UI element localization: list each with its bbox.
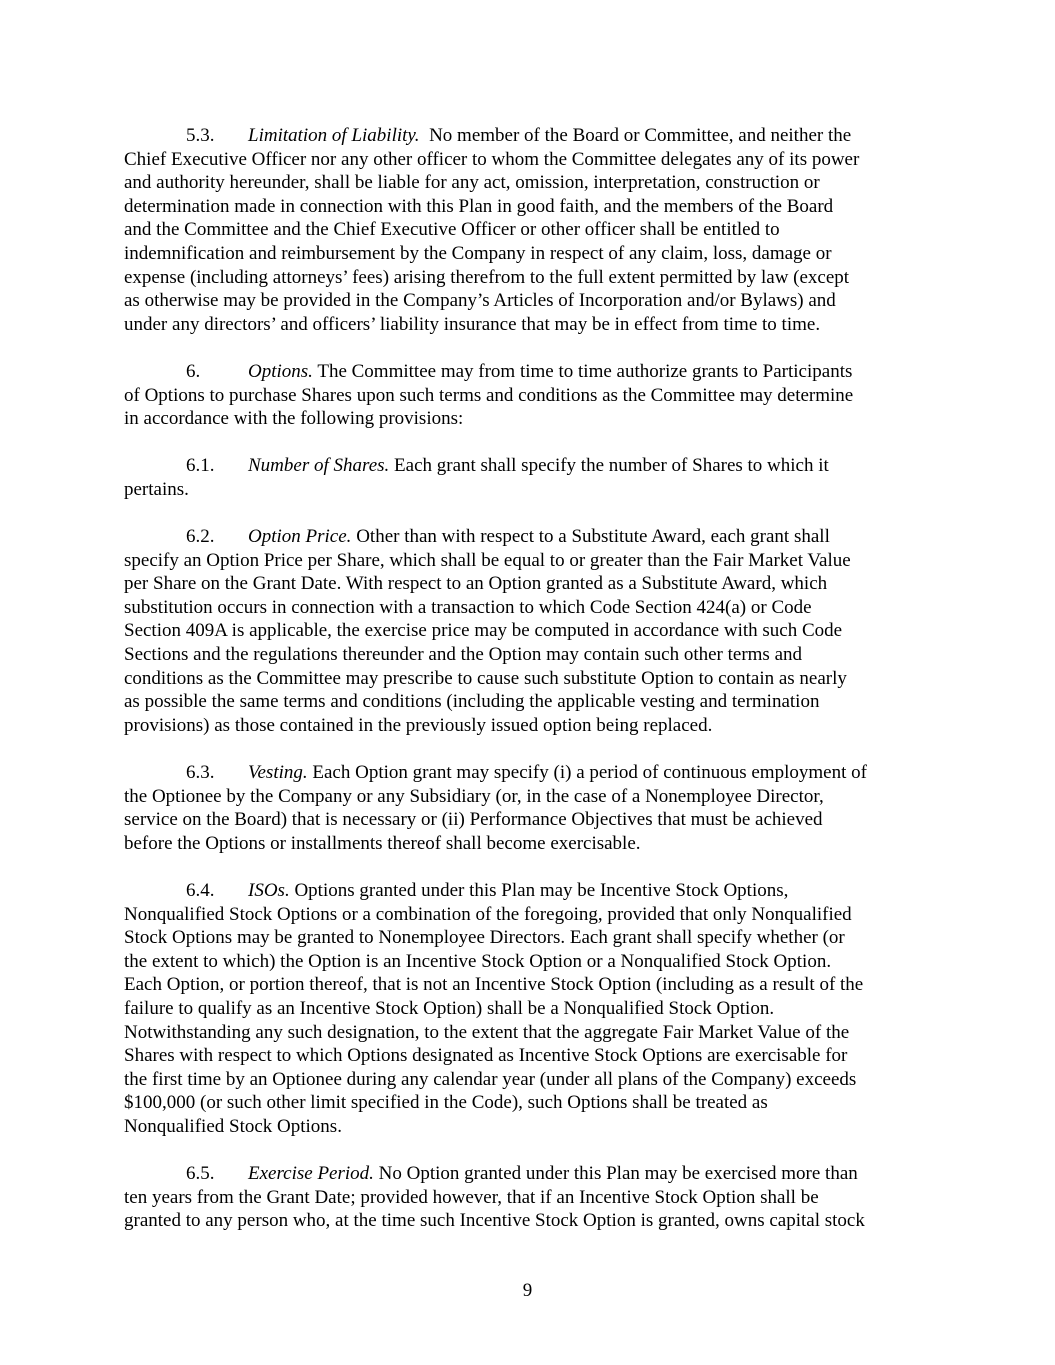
section-line: in accordance with the following provisions: (124, 408, 464, 430)
section-line: Stock Options may be granted to Nonemployee Directors. Each grant shall specify whether (or (124, 927, 845, 949)
section-line: the extent to which) the Option is an Incentive Stock Option or a Nonqualified Stock Option. (124, 950, 832, 972)
section-heading: Exercise Period. (248, 1163, 374, 1185)
section-line: Other than with respect to a Substitute Award, each grant shall (351, 526, 830, 548)
section-line: ten years from the Grant Date; provided however, that if an Incentive Stock Option shall be (124, 1186, 819, 1208)
section-number: 6.3. (186, 762, 215, 784)
section-heading: Limitation of Liability. (248, 125, 420, 146)
section-line: Each grant shall specify the number of Shares to which it (389, 455, 829, 477)
section-line: Nonqualified Stock Options or a combination of the foregoing, provided that only Nonqualified (124, 903, 852, 925)
section-6-4 (124, 879, 944, 1139)
section-line: Options granted under this Plan may be Incentive Stock Options, (289, 880, 789, 901)
section-line: as otherwise may be provided in the Company’s Articles of Incorporation and/or Bylaws) and (124, 290, 836, 312)
section-line: The Committee may from time to time authorize grants to Participants (312, 360, 853, 382)
section-number: 6.5. (186, 1163, 215, 1185)
section-line: No Option granted under this Plan may be exercised more than (373, 1163, 858, 1185)
section-number: 5.3. (186, 125, 215, 146)
section-line: the Optionee by the Company or any Subsidiary (or, in the case of a Nonemployee Director, (124, 785, 824, 807)
section-line: of Options to purchase Shares upon such terms and conditions as the Committee may determine (124, 384, 854, 406)
section-line: Section 409A is applicable, the exercise price may be computed in accordance with such Code (124, 620, 843, 642)
section-line: before the Options or installments thereof shall become exercisable. (124, 832, 641, 854)
section-line: pertains. (124, 478, 189, 500)
section-line: determination made in connection with this Plan in good faith, and the members of the Board (124, 195, 834, 217)
section-heading: Vesting. (248, 762, 308, 784)
section-heading: ISOs. (248, 880, 290, 901)
section-line: Each Option grant may specify (i) a period of continuous employment of (307, 762, 867, 784)
section-line: provisions) as those contained in the previously issued option being replaced. (124, 714, 713, 736)
section-6-5 (124, 1162, 944, 1233)
section-number: 6.2. (186, 526, 215, 548)
section-line: Notwithstanding any such designation, to the extent that the aggregate Fair Market Value of the (124, 1021, 850, 1043)
section-heading: Option Price. (248, 526, 352, 548)
section-number: 6. (186, 360, 201, 382)
section-number: 6.4. (186, 880, 215, 901)
section-line: and authority hereunder, shall be liable for any act, omission, interpretation, construction or (124, 172, 820, 194)
section-line: Nonqualified Stock Options. (124, 1115, 342, 1137)
section-line: and the Committee and the Chief Executive Officer or other officer shall be entitled to (124, 219, 780, 241)
section-line: Sections and the regulations thereunder and the Option may contain such other terms and (124, 644, 803, 666)
section-line: granted to any person who, at the time such Incentive Stock Option is granted, owns capital stock (124, 1210, 865, 1232)
section-line: expense (including attorneys’ fees) arising therefrom to the full extent permitted by law (except (124, 266, 850, 288)
section-line: as possible the same terms and conditions (including the applicable vesting and termination (124, 691, 820, 713)
section-5-3 (124, 124, 944, 336)
page-number: 9 (522, 1280, 533, 1301)
section-line: per Share on the Grant Date. With respect to an Option granted as a Substitute Award, which (124, 573, 828, 595)
section-line: No member of the Board or Committee, and neither the (419, 125, 852, 146)
section-6 (124, 360, 944, 431)
section-line: conditions as the Committee may prescribe to cause such substitute Option to contain as nearly (124, 667, 847, 689)
section-6-1 (124, 454, 944, 501)
section-line: service on the Board) that is necessary or (ii) Performance Objectives that must be achieved (124, 809, 823, 831)
section-heading: Options. (248, 360, 313, 382)
section-line: indemnification and reimbursement by the Company in respect of any claim, loss, damage or (124, 242, 832, 264)
section-6-3 (124, 761, 944, 855)
section-heading: Number of Shares. (248, 455, 390, 477)
section-line: the first time by an Optionee during any calendar year (under all plans of the Company) exceeds (124, 1068, 857, 1090)
section-line: $100,000 (or such other limit specified in the Code), such Options shall be treated as (124, 1092, 768, 1114)
section-6-2 (124, 525, 944, 737)
section-line: specify an Option Price per Share, which shall be equal to or greater than the Fair Market Value (124, 549, 851, 571)
section-line: Each Option, or portion thereof, that is not an Incentive Stock Option (including as a result of the (124, 974, 864, 996)
section-line: substitution occurs in connection with a transaction to which Code Section 424(a) or Code (124, 596, 812, 618)
document-body (124, 124, 944, 1257)
section-line: failure to qualify as an Incentive Stock Option) shall be a Nonqualified Stock Option. (124, 997, 775, 1019)
section-line: under any directors’ and officers’ liability insurance that may be in effect from time to time. (124, 313, 821, 335)
section-line: Chief Executive Officer nor any other officer to whom the Committee delegates any of its power (124, 148, 860, 170)
section-number: 6.1. (186, 455, 215, 477)
section-line: Shares with respect to which Options designated as Incentive Stock Options are exercisable for (124, 1045, 848, 1067)
